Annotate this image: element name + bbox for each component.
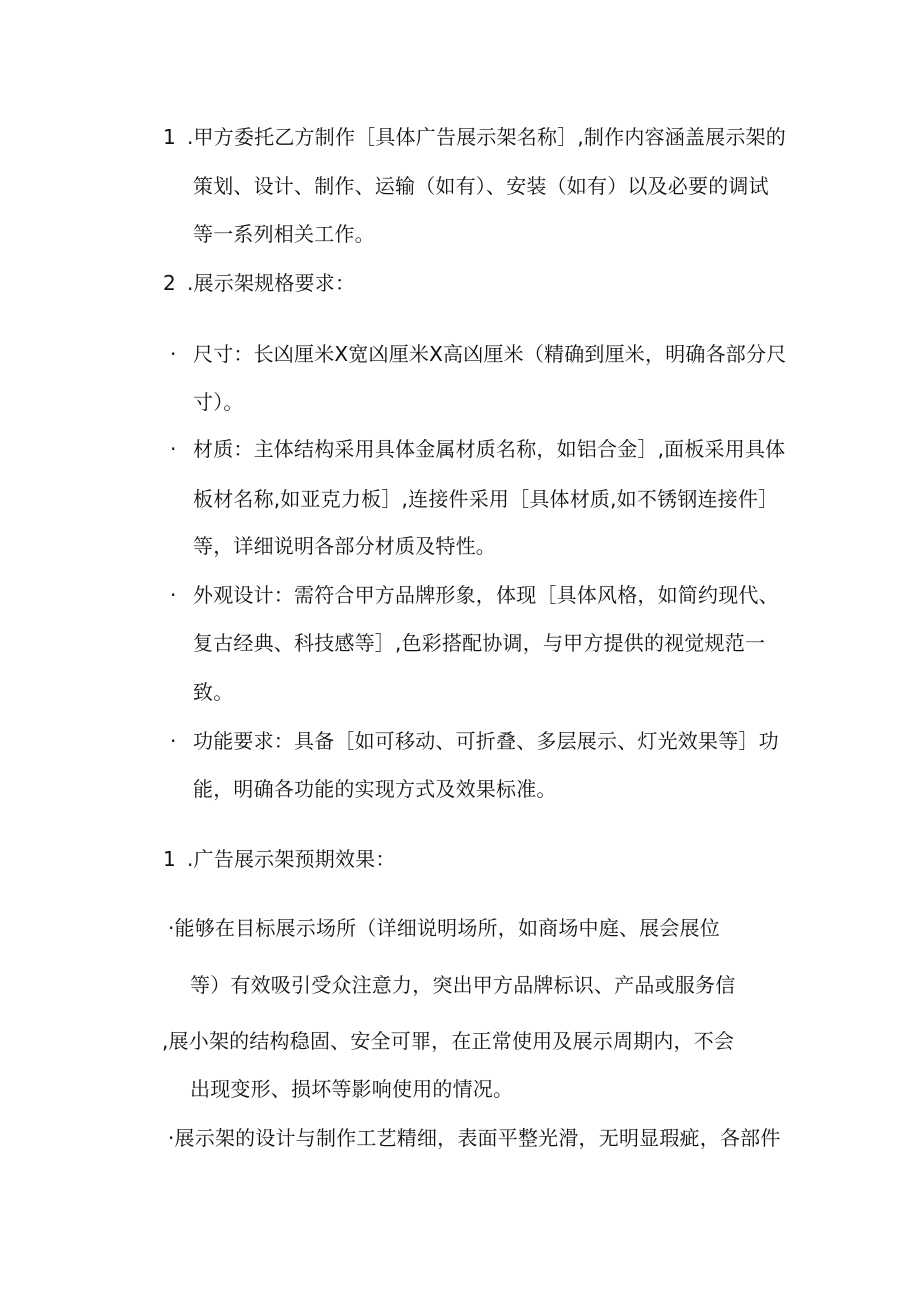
spec-size-line-1: 尺寸：长凶厘米X宽凶厘米X高凶厘米（精确到厘米，明确各部分尺 <box>193 342 787 366</box>
spec-material-line-3: 等，详细说明各部分材质及特性。 <box>193 534 496 558</box>
effect-line-3: ,展小架的结构稳固、安全可罪，在正常使用及展示周期内，不会 <box>162 1029 735 1053</box>
effect-line-1: ·能够在目标展示场所（详细说明场所，如商场中庭、展会展位 <box>168 916 720 940</box>
section-2-heading: .展示架规格要求： <box>187 271 356 295</box>
spec-appearance-line-1: 外观设计：需符合甲方品牌形象，体现［具体风格，如简约现代、 <box>193 583 779 607</box>
spec-material-line-2: 板材名称,如亚克力板］,连接件采用［具体材质,如不锈钢连接件］ <box>193 487 779 511</box>
spec-function-line-1: 功能要求：具备［如可移动、可折叠、多层展示、灯光效果等］功 <box>193 729 779 753</box>
effect-line-2: 等）有效吸引受众注意力，突出甲方品牌标识、产品或服务信 <box>190 973 736 997</box>
section-1-line-3: 等一系列相关工作。 <box>193 222 375 246</box>
section-3-heading: .广告展示架预期效果： <box>187 847 396 871</box>
spec-size-line-2: 寸）。 <box>193 390 244 414</box>
bullet-icon: · <box>170 437 177 461</box>
section-1-number: 1 <box>163 125 176 149</box>
spec-material-line-1: 材质：主体结构采用具体金属材质名称，如铝合金］,面板采用具体 <box>193 437 786 461</box>
section-1-line-2: 策划、设计、制作、运输（如有）、安装（如有）以及必要的调试 <box>193 174 769 198</box>
bullet-icon: · <box>170 583 177 607</box>
bullet-icon: · <box>170 729 177 753</box>
spec-appearance-line-2: 复古经典、科技感等］,色彩搭配协调，与甲方提供的视觉规范一 <box>193 631 766 655</box>
spec-function-line-2: 能，明确各功能的实现方式及效果标准。 <box>193 777 557 801</box>
effect-line-5: ·展示架的设计与制作工艺精细，表面平整光滑，无明显瑕疵，各部件 <box>168 1126 781 1150</box>
section-1-line-1: .甲方委托乙方制作［具体广告展示架名称］,制作内容涵盖展示架的 <box>187 125 786 149</box>
section-2-number: 2 <box>163 271 176 295</box>
spec-appearance-line-3: 致。 <box>193 680 234 704</box>
effect-line-4: 出现变形、损坏等影响使用的情况。 <box>190 1077 514 1101</box>
section-3-number: 1 <box>163 847 176 871</box>
bullet-icon: · <box>170 342 177 366</box>
